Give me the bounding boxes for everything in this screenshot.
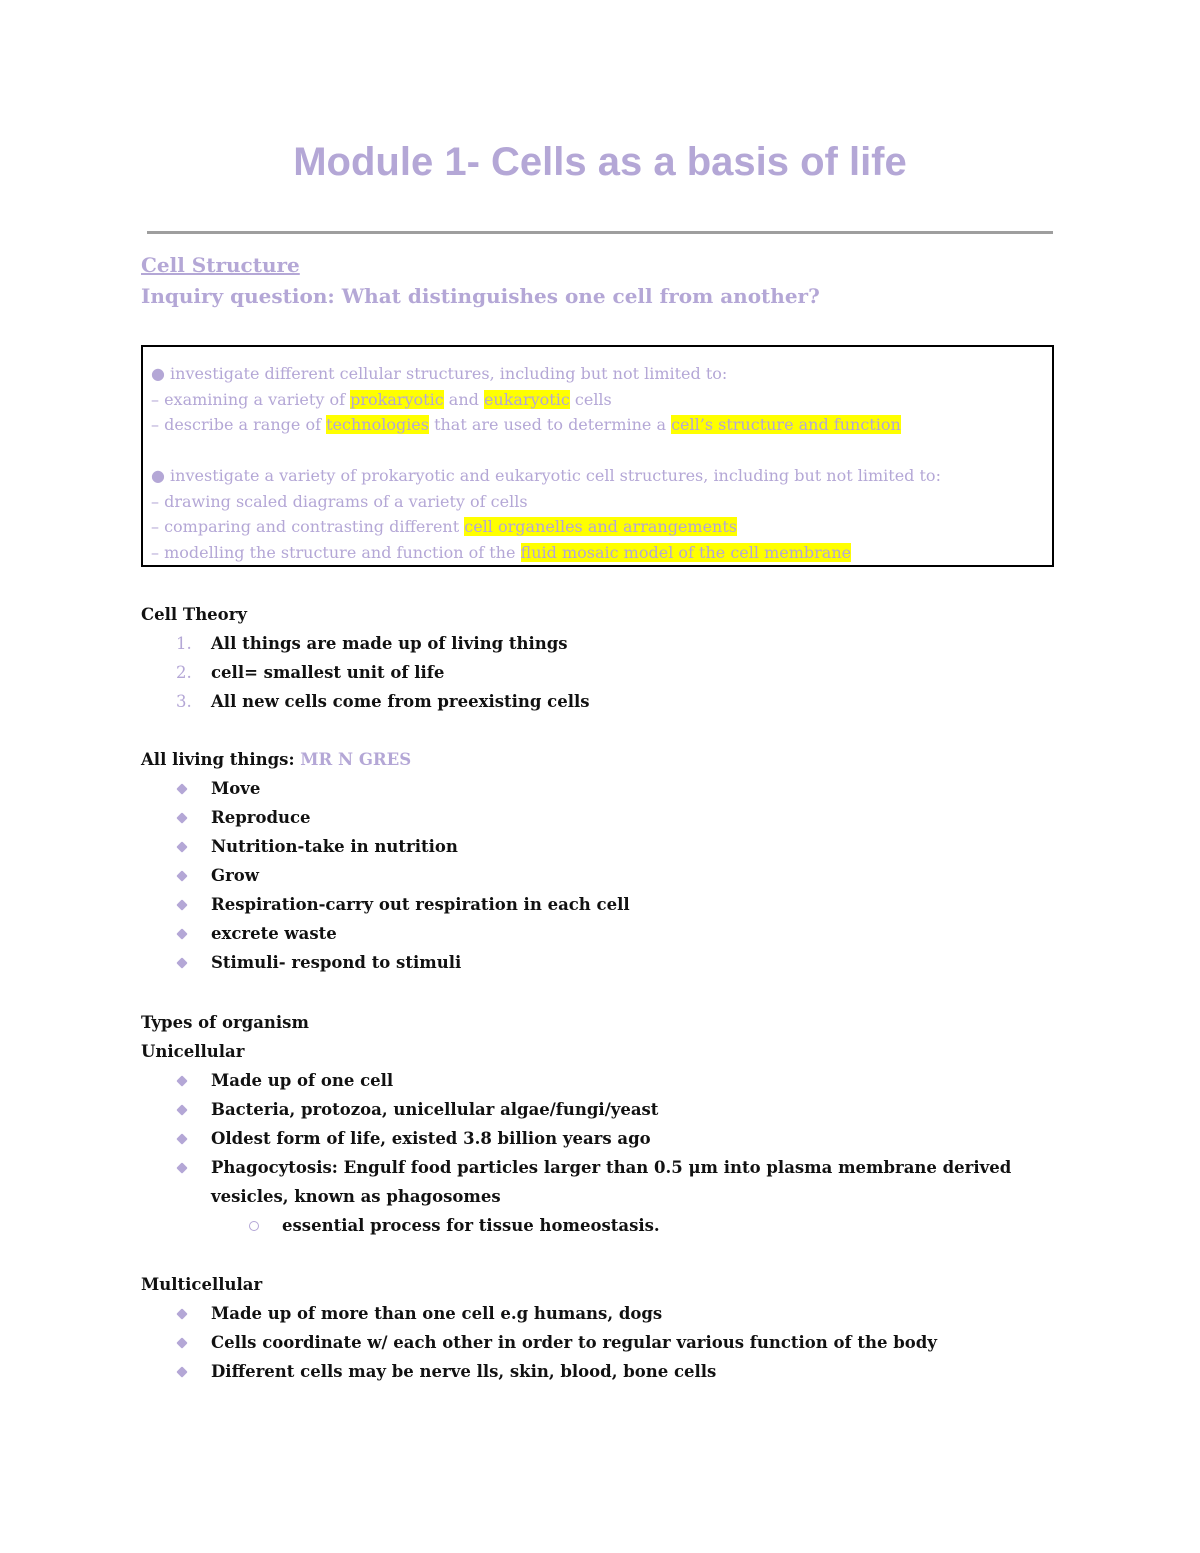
living-things-list [141, 774, 630, 977]
list-item [141, 1153, 1011, 1211]
diamond-bullet-icon [176, 1133, 187, 1144]
list-item [141, 774, 630, 803]
organism-types-heading: Types of organism [141, 1013, 309, 1032]
highlight: prokaryotic [350, 389, 444, 409]
diamond-bullet-icon [176, 1075, 187, 1086]
circle-bullet-icon [249, 1221, 259, 1231]
phagocytosis-sublist [141, 1211, 1011, 1240]
list-item-text: Stimuli- respond to stimuli [211, 953, 462, 972]
list-item-text: Nutrition-take in nutrition [211, 837, 458, 856]
diamond-bullet-icon [176, 783, 187, 794]
list-item [141, 1328, 937, 1357]
diamond-bullet-icon [176, 899, 187, 910]
syllabus-point [151, 361, 1052, 387]
syllabus-text: ● investigate a variety of prokaryotic and eukaryotic cell structures, including but not limited to: [151, 466, 941, 485]
list-item [141, 1124, 1011, 1153]
list-item [141, 861, 630, 890]
diamond-bullet-icon [176, 957, 187, 968]
syllabus-box [141, 345, 1054, 567]
cell-theory-section [141, 600, 590, 716]
multicellular-heading: Multicellular [141, 1275, 263, 1294]
list-item [141, 832, 630, 861]
list-item [141, 1211, 1011, 1240]
syllabus-subpoint [151, 540, 1052, 566]
cell-theory-list [141, 629, 590, 716]
page-title: Module 1- Cells as a basis of life [293, 140, 907, 184]
multicellular-list [141, 1299, 937, 1386]
list-item-text: Phagocytosis: Engulf food particles larger than 0.5 μm into plasma membrane derived [211, 1158, 1012, 1177]
list-item-text: Grow [211, 866, 259, 885]
unicellular-list [141, 1066, 1011, 1211]
mnemonic: MR N GRES [300, 750, 412, 769]
list-item [141, 1357, 937, 1386]
heading-text: All living things: [141, 750, 301, 769]
list-number: 3. [176, 692, 192, 711]
list-number: 1. [176, 634, 192, 653]
syllabus-text: that are used to determine a [428, 415, 672, 434]
syllabus-point [151, 463, 1052, 489]
syllabus-text: – comparing and contrasting different [151, 517, 465, 536]
diamond-bullet-icon [176, 928, 187, 939]
inquiry-question: Inquiry question: What distinguishes one cell from another? [141, 284, 820, 308]
section-heading: Cell Structure [141, 253, 300, 277]
list-item [141, 948, 630, 977]
syllabus-text: and [443, 389, 484, 409]
list-item [141, 919, 630, 948]
highlight: eukaryotic [483, 389, 570, 409]
diamond-bullet-icon [176, 1308, 187, 1319]
list-item-text: excrete waste [211, 924, 337, 943]
list-item-text: Made up of one cell [211, 1071, 394, 1090]
list-item-text: Different cells may be nerve lls, skin, blood, bone cells [211, 1362, 717, 1381]
list-item-text: All things are made up of living things [211, 634, 568, 653]
syllabus-text: – drawing scaled diagrams of a variety of cells [151, 491, 528, 511]
list-item [141, 1095, 1011, 1124]
organism-types-section [141, 1008, 1011, 1240]
diamond-bullet-icon [176, 870, 187, 881]
highlight: technologies [326, 415, 429, 434]
diamond-bullet-icon [176, 1366, 187, 1377]
spacer [151, 438, 1052, 464]
list-item-text: Oldest form of life, existed 3.8 billion years ago [211, 1129, 651, 1148]
list-item-text: Cells coordinate w/ each other in order to regular various function of the body [211, 1333, 937, 1352]
diamond-bullet-icon [176, 1162, 187, 1173]
list-item-text: Move [211, 779, 261, 798]
list-item [141, 1066, 1011, 1095]
syllabus-subpoint [151, 412, 1052, 438]
highlight: fluid mosaic model of the cell membrane [520, 542, 852, 562]
cell-theory-heading: Cell Theory [141, 605, 247, 624]
syllabus-text: – examining a variety of [151, 389, 351, 409]
diamond-bullet-icon [176, 841, 187, 852]
diamond-bullet-icon [176, 1104, 187, 1115]
list-item [141, 658, 590, 687]
diamond-bullet-icon [176, 1337, 187, 1348]
title-divider [147, 231, 1053, 234]
syllabus-subpoint [151, 514, 1052, 540]
list-item [141, 629, 590, 658]
highlight: cell organelles and arrangements [464, 517, 737, 536]
living-things-heading [141, 745, 630, 774]
diamond-bullet-icon [176, 812, 187, 823]
living-things-section [141, 745, 630, 977]
syllabus-text: cells [569, 389, 612, 409]
list-item-text: Respiration-carry out respiration in each cell [211, 895, 630, 914]
unicellular-heading: Unicellular [141, 1042, 245, 1061]
list-item-text: essential process for tissue homeostasis. [282, 1216, 660, 1235]
list-item-text: Made up of more than one cell e.g humans, dogs [211, 1304, 663, 1323]
list-item-text: cell= smallest unit of life [211, 663, 445, 682]
multicellular-section [141, 1270, 937, 1386]
syllabus-text: – describe a range of [151, 415, 327, 434]
list-item-text: Reproduce [211, 808, 311, 827]
syllabus-subpoint [151, 489, 1052, 515]
highlight: cell’s structure and function [671, 415, 901, 434]
list-item [141, 687, 590, 716]
syllabus-text: ● investigate different cellular structures, including but not limited to: [151, 364, 728, 383]
syllabus-subpoint [151, 387, 1052, 413]
list-item-text: Bacteria, protozoa, unicellular algae/fungi/yeast [211, 1100, 659, 1119]
list-item-text: vesicles, known as phagosomes [211, 1187, 501, 1206]
list-item [141, 803, 630, 832]
list-item [141, 890, 630, 919]
list-item-text: All new cells come from preexisting cells [211, 692, 590, 711]
list-item [141, 1299, 937, 1328]
list-number: 2. [176, 663, 192, 682]
syllabus-text: – modelling the structure and function of the [151, 542, 521, 562]
